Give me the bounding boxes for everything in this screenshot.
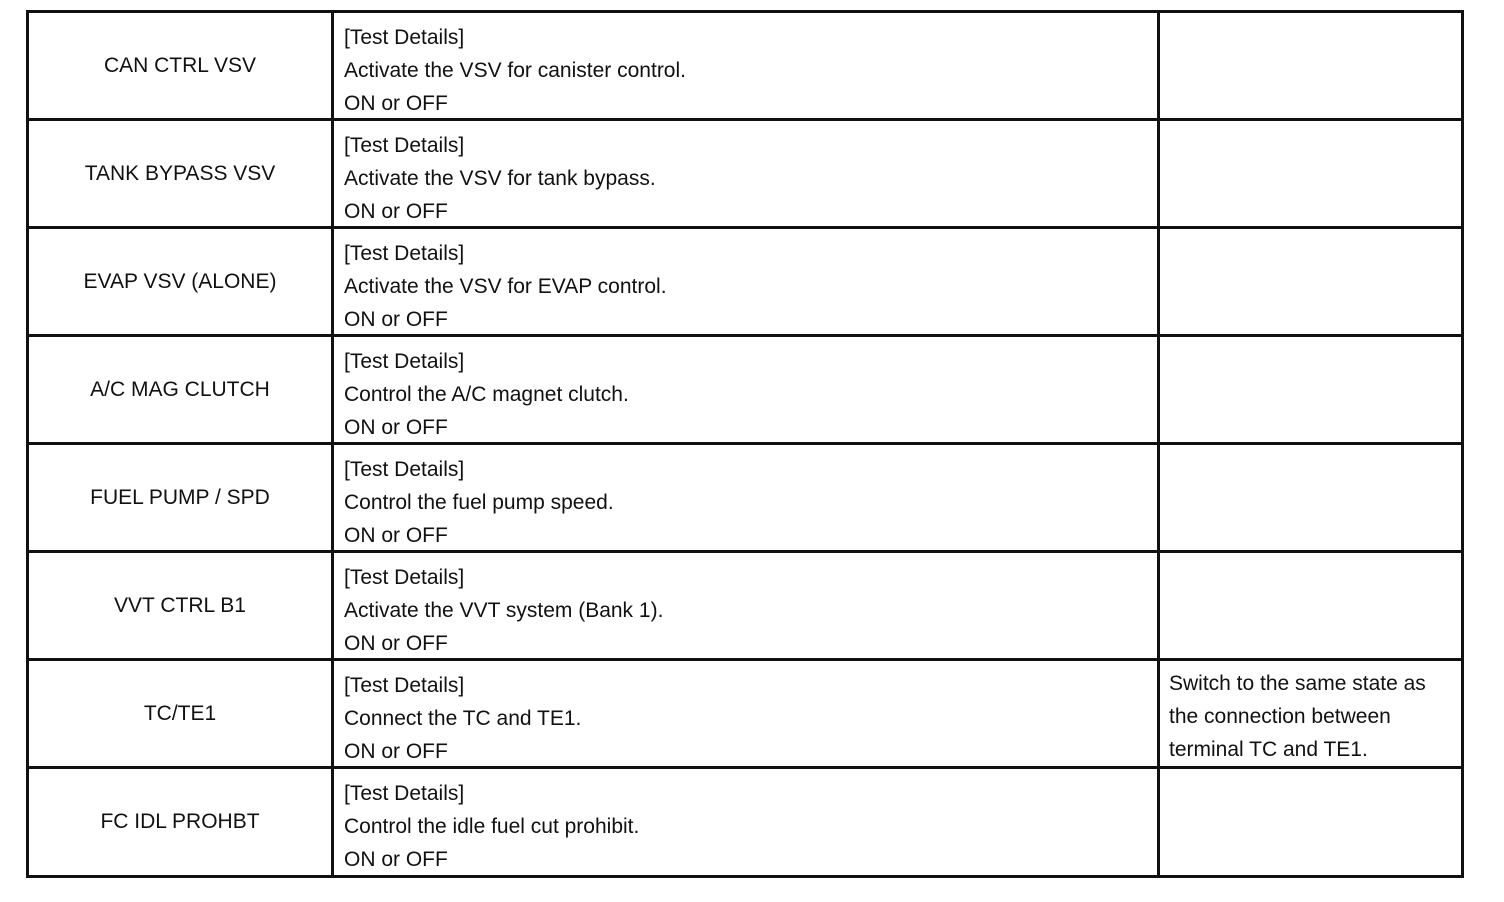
item-name: A/C MAG CLUTCH xyxy=(29,337,334,442)
item-name: VVT CTRL B1 xyxy=(29,553,334,658)
item-name: CAN CTRL VSV xyxy=(29,13,334,118)
active-test-table xyxy=(26,10,1464,878)
test-details-header: [Test Details] xyxy=(344,134,465,157)
control-range: ON or OFF xyxy=(344,740,448,763)
table-row xyxy=(29,121,1461,229)
control-range: ON or OFF xyxy=(344,524,448,547)
test-details-text: Activate the VVT system (Bank 1). xyxy=(344,599,664,622)
table-row xyxy=(29,229,1461,337)
item-name: TC/TE1 xyxy=(29,661,334,766)
test-details-text: Activate the VSV for EVAP control. xyxy=(344,275,667,298)
test-details-text: Control the A/C magnet clutch. xyxy=(344,383,629,406)
table-row xyxy=(29,445,1461,553)
control-range: ON or OFF xyxy=(344,632,448,655)
diagnostic-note-line: Switch to the same state as xyxy=(1169,672,1426,695)
diagnostic-note-cell xyxy=(1160,337,1461,442)
table-row xyxy=(29,769,1461,875)
test-details-header: [Test Details] xyxy=(344,566,465,589)
diagnostic-note-cell xyxy=(1160,553,1461,658)
test-details-cell xyxy=(334,445,1160,550)
test-details-cell xyxy=(334,121,1160,226)
test-details-text: Activate the VSV for canister control. xyxy=(344,59,686,82)
test-details-header: [Test Details] xyxy=(344,782,465,805)
diagnostic-note-line: the connection between xyxy=(1169,705,1391,728)
table-row xyxy=(29,337,1461,445)
diagnostic-note-cell xyxy=(1160,13,1461,118)
test-details-header: [Test Details] xyxy=(344,674,465,697)
item-name: EVAP VSV (ALONE) xyxy=(29,229,334,334)
table-row xyxy=(29,661,1461,769)
control-range: ON or OFF xyxy=(344,308,448,331)
item-name: FC IDL PROHBT xyxy=(29,769,334,875)
table-row xyxy=(29,553,1461,661)
test-details-cell xyxy=(334,553,1160,658)
test-details-cell xyxy=(334,337,1160,442)
diagnostic-note-cell xyxy=(1160,661,1461,766)
test-details-text: Control the idle fuel cut prohibit. xyxy=(344,815,640,838)
control-range: ON or OFF xyxy=(344,848,448,871)
test-details-cell xyxy=(334,13,1160,118)
diagnostic-note-cell xyxy=(1160,445,1461,550)
control-range: ON or OFF xyxy=(344,200,448,223)
test-details-text: Activate the VSV for tank bypass. xyxy=(344,167,656,190)
diagnostic-note-cell xyxy=(1160,229,1461,334)
test-details-cell xyxy=(334,769,1160,875)
table-row xyxy=(29,13,1461,121)
test-details-header: [Test Details] xyxy=(344,242,465,265)
test-details-text: Control the fuel pump speed. xyxy=(344,491,614,514)
item-name: FUEL PUMP / SPD xyxy=(29,445,334,550)
diagnostic-note-cell xyxy=(1160,769,1461,875)
test-details-header: [Test Details] xyxy=(344,350,465,373)
test-details-cell xyxy=(334,229,1160,334)
item-name: TANK BYPASS VSV xyxy=(29,121,334,226)
test-details-header: [Test Details] xyxy=(344,26,465,49)
test-details-text: Connect the TC and TE1. xyxy=(344,707,582,730)
test-details-cell xyxy=(334,661,1160,766)
control-range: ON or OFF xyxy=(344,92,448,115)
diagnostic-note-line: terminal TC and TE1. xyxy=(1169,738,1368,761)
diagnostic-note-cell xyxy=(1160,121,1461,226)
test-details-header: [Test Details] xyxy=(344,458,465,481)
control-range: ON or OFF xyxy=(344,416,448,439)
